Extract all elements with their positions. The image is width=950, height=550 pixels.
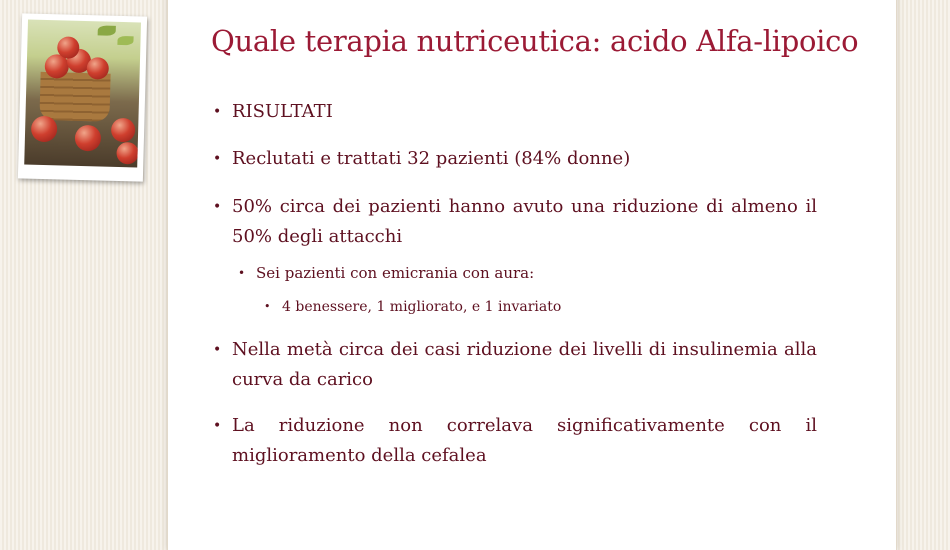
apple — [111, 118, 136, 143]
bullet-icon: • — [264, 300, 271, 313]
bullet-icon: • — [213, 199, 222, 215]
apple — [116, 142, 139, 165]
bullet-text: Reclutati e trattati 32 pazienti (84% donne) — [232, 148, 631, 169]
slide-title: Quale terapia nutriceutica: acido Alfa-lipoico — [211, 24, 859, 58]
bullet-item — [213, 192, 817, 252]
bullet-item — [213, 97, 817, 127]
bullet-icon: • — [213, 104, 222, 120]
bullet-text: 4 benessere, 1 migliorato, e 1 invariato — [282, 299, 562, 315]
bullet-icon: • — [213, 418, 222, 434]
basket — [39, 72, 110, 122]
sub-bullet-item — [238, 258, 535, 288]
bullet-icon: • — [213, 342, 222, 358]
bullet-icon: • — [238, 266, 246, 280]
bullet-item — [213, 411, 817, 471]
bullet-item — [213, 144, 817, 174]
photo-image — [24, 20, 141, 168]
leaf-icon — [117, 36, 133, 45]
bullet-text: RISULTATI — [232, 101, 333, 122]
bullet-text: La riduzione non correlava significativamente con il miglioramento della cefalea — [232, 415, 817, 466]
apple-basket-photo — [18, 13, 147, 181]
bullet-icon: • — [213, 151, 222, 167]
sub-sub-bullet-item — [264, 292, 562, 322]
bullet-text: 50% circa dei pazienti hanno avuto una riduzione di almeno il 50% degli attacchi — [232, 196, 817, 247]
bullet-item — [213, 335, 817, 395]
apple — [31, 116, 58, 143]
bullet-text: Nella metà circa dei casi riduzione dei livelli di insulinemia alla curva da carico — [232, 339, 817, 390]
apple — [75, 125, 102, 152]
leaf-icon — [98, 25, 116, 35]
bullet-text: Sei pazienti con emicrania con aura: — [256, 264, 535, 282]
